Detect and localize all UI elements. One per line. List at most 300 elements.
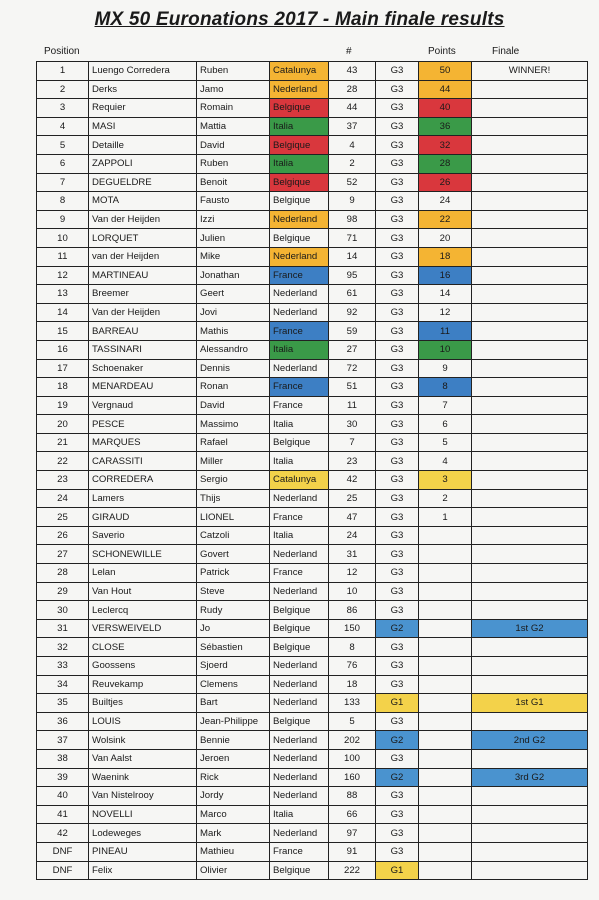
header-points: Points: [428, 46, 456, 57]
last-name-cell: CARASSITI: [89, 452, 197, 471]
points-cell: [419, 861, 472, 880]
last-name-cell: Detaille: [89, 136, 197, 155]
first-name-cell: Mathis: [197, 322, 270, 341]
position-cell: 37: [37, 731, 89, 750]
position-cell: 11: [37, 247, 89, 266]
race-number-cell: 61: [329, 285, 376, 304]
points-cell: 10: [419, 340, 472, 359]
country-cell: Nederland: [270, 80, 329, 99]
country-cell: France: [270, 842, 329, 861]
first-name-cell: Mike: [197, 247, 270, 266]
country-cell: Nederland: [270, 675, 329, 694]
points-cell: 2: [419, 489, 472, 508]
group-cell: G3: [376, 303, 419, 322]
points-cell: 8: [419, 378, 472, 397]
country-cell: Italia: [270, 526, 329, 545]
first-name-cell: Fausto: [197, 192, 270, 211]
last-name-cell: Derks: [89, 80, 197, 99]
country-cell: Catalunya: [270, 62, 329, 81]
finale-cell: [472, 489, 588, 508]
first-name-cell: Ruben: [197, 62, 270, 81]
race-number-cell: 28: [329, 80, 376, 99]
group-cell: G3: [376, 210, 419, 229]
last-name-cell: MOTA: [89, 192, 197, 211]
last-name-cell: PINEAU: [89, 842, 197, 861]
country-cell: Belgique: [270, 638, 329, 657]
country-cell: Belgique: [270, 173, 329, 192]
table-row: [37, 861, 588, 880]
finale-cell: WINNER!: [472, 62, 588, 81]
points-cell: 36: [419, 117, 472, 136]
first-name-cell: Rudy: [197, 601, 270, 620]
points-cell: [419, 805, 472, 824]
last-name-cell: Leclercq: [89, 601, 197, 620]
table-row: [37, 433, 588, 452]
group-cell: G3: [376, 489, 419, 508]
table-row: [37, 787, 588, 806]
first-name-cell: Bart: [197, 694, 270, 713]
race-number-cell: 25: [329, 489, 376, 508]
position-cell: DNF: [37, 861, 89, 880]
race-number-cell: 4: [329, 136, 376, 155]
country-cell: France: [270, 322, 329, 341]
last-name-cell: MARQUES: [89, 433, 197, 452]
race-number-cell: 43: [329, 62, 376, 81]
country-cell: Nederland: [270, 545, 329, 564]
group-cell: G3: [376, 192, 419, 211]
position-cell: 12: [37, 266, 89, 285]
last-name-cell: NOVELLI: [89, 805, 197, 824]
finale-cell: [472, 99, 588, 118]
first-name-cell: LIONEL: [197, 508, 270, 527]
finale-cell: [472, 136, 588, 155]
country-cell: Belgique: [270, 433, 329, 452]
finale-cell: [472, 192, 588, 211]
group-cell: G3: [376, 582, 419, 601]
group-cell: G1: [376, 861, 419, 880]
points-cell: 14: [419, 285, 472, 304]
first-name-cell: Marco: [197, 805, 270, 824]
last-name-cell: LORQUET: [89, 229, 197, 248]
points-cell: 26: [419, 173, 472, 192]
group-cell: G3: [376, 601, 419, 620]
table-row: [37, 117, 588, 136]
last-name-cell: Lamers: [89, 489, 197, 508]
race-number-cell: 18: [329, 675, 376, 694]
table-row: [37, 768, 588, 787]
first-name-cell: Mathieu: [197, 842, 270, 861]
table-row: [37, 694, 588, 713]
position-cell: 19: [37, 396, 89, 415]
last-name-cell: BARREAU: [89, 322, 197, 341]
first-name-cell: Jean-Philippe: [197, 712, 270, 731]
position-cell: 18: [37, 378, 89, 397]
position-cell: 41: [37, 805, 89, 824]
table-row: [37, 285, 588, 304]
position-cell: 26: [37, 526, 89, 545]
country-cell: Nederland: [270, 657, 329, 676]
last-name-cell: LOUIS: [89, 712, 197, 731]
first-name-cell: Mattia: [197, 117, 270, 136]
results-table: [36, 61, 588, 880]
race-number-cell: 5: [329, 712, 376, 731]
points-cell: [419, 526, 472, 545]
last-name-cell: Van Aalst: [89, 749, 197, 768]
last-name-cell: Van Hout: [89, 582, 197, 601]
country-cell: Italia: [270, 415, 329, 434]
finale-cell: [472, 266, 588, 285]
country-cell: Nederland: [270, 824, 329, 843]
last-name-cell: Reuvekamp: [89, 675, 197, 694]
table-row: [37, 489, 588, 508]
race-number-cell: 2: [329, 154, 376, 173]
first-name-cell: Rafael: [197, 433, 270, 452]
first-name-cell: Catzoli: [197, 526, 270, 545]
finale-cell: [472, 545, 588, 564]
finale-cell: [472, 210, 588, 229]
table-row: [37, 99, 588, 118]
last-name-cell: MARTINEAU: [89, 266, 197, 285]
first-name-cell: Sébastien: [197, 638, 270, 657]
first-name-cell: Jamo: [197, 80, 270, 99]
position-cell: 24: [37, 489, 89, 508]
race-number-cell: 202: [329, 731, 376, 750]
position-cell: 21: [37, 433, 89, 452]
table-row: [37, 619, 588, 638]
position-cell: 17: [37, 359, 89, 378]
points-cell: [419, 824, 472, 843]
group-cell: G3: [376, 564, 419, 583]
race-number-cell: 10: [329, 582, 376, 601]
table-row: [37, 210, 588, 229]
first-name-cell: Ruben: [197, 154, 270, 173]
position-cell: 34: [37, 675, 89, 694]
last-name-cell: ZAPPOLI: [89, 154, 197, 173]
race-number-cell: 72: [329, 359, 376, 378]
table-row: [37, 601, 588, 620]
race-number-cell: 23: [329, 452, 376, 471]
group-cell: G3: [376, 229, 419, 248]
first-name-cell: Izzi: [197, 210, 270, 229]
country-cell: Nederland: [270, 247, 329, 266]
finale-cell: [472, 749, 588, 768]
table-row: [37, 508, 588, 527]
group-cell: G3: [376, 285, 419, 304]
points-cell: 50: [419, 62, 472, 81]
group-cell: G3: [376, 657, 419, 676]
race-number-cell: 71: [329, 229, 376, 248]
race-number-cell: 8: [329, 638, 376, 657]
finale-cell: [472, 433, 588, 452]
finale-cell: [472, 638, 588, 657]
country-cell: Nederland: [270, 285, 329, 304]
last-name-cell: Vergnaud: [89, 396, 197, 415]
group-cell: G3: [376, 415, 419, 434]
race-number-cell: 86: [329, 601, 376, 620]
group-cell: G3: [376, 378, 419, 397]
group-cell: G1: [376, 694, 419, 713]
finale-cell: [472, 359, 588, 378]
race-number-cell: 7: [329, 433, 376, 452]
table-row: [37, 322, 588, 341]
first-name-cell: Geert: [197, 285, 270, 304]
points-cell: [419, 545, 472, 564]
table-row: [37, 526, 588, 545]
race-number-cell: 59: [329, 322, 376, 341]
race-number-cell: 11: [329, 396, 376, 415]
group-cell: G3: [376, 396, 419, 415]
last-name-cell: MASI: [89, 117, 197, 136]
first-name-cell: Sergio: [197, 471, 270, 490]
first-name-cell: Clemens: [197, 675, 270, 694]
position-cell: 39: [37, 768, 89, 787]
points-cell: 40: [419, 99, 472, 118]
race-number-cell: 91: [329, 842, 376, 861]
table-row: [37, 582, 588, 601]
group-cell: G3: [376, 749, 419, 768]
points-cell: 7: [419, 396, 472, 415]
race-number-cell: 30: [329, 415, 376, 434]
first-name-cell: Julien: [197, 229, 270, 248]
race-number-cell: 9: [329, 192, 376, 211]
race-number-cell: 222: [329, 861, 376, 880]
race-number-cell: 98: [329, 210, 376, 229]
table-row: [37, 396, 588, 415]
points-cell: [419, 712, 472, 731]
last-name-cell: Van der Heijden: [89, 303, 197, 322]
position-cell: 40: [37, 787, 89, 806]
position-cell: 4: [37, 117, 89, 136]
first-name-cell: Jovi: [197, 303, 270, 322]
country-cell: Belgique: [270, 712, 329, 731]
group-cell: G3: [376, 247, 419, 266]
last-name-cell: CORREDERA: [89, 471, 197, 490]
race-number-cell: 24: [329, 526, 376, 545]
points-cell: 11: [419, 322, 472, 341]
country-cell: Nederland: [270, 787, 329, 806]
race-number-cell: 92: [329, 303, 376, 322]
finale-cell: [472, 824, 588, 843]
finale-cell: [472, 582, 588, 601]
points-cell: 18: [419, 247, 472, 266]
points-cell: 5: [419, 433, 472, 452]
table-row: [37, 154, 588, 173]
last-name-cell: Lelan: [89, 564, 197, 583]
position-cell: 8: [37, 192, 89, 211]
header-number: #: [346, 46, 352, 57]
first-name-cell: Rick: [197, 768, 270, 787]
race-number-cell: 27: [329, 340, 376, 359]
last-name-cell: Saverio: [89, 526, 197, 545]
position-cell: DNF: [37, 842, 89, 861]
group-cell: G3: [376, 340, 419, 359]
points-cell: 9: [419, 359, 472, 378]
first-name-cell: Jo: [197, 619, 270, 638]
finale-cell: [472, 787, 588, 806]
group-cell: G3: [376, 80, 419, 99]
last-name-cell: PESCE: [89, 415, 197, 434]
first-name-cell: Dennis: [197, 359, 270, 378]
points-cell: 22: [419, 210, 472, 229]
finale-cell: [472, 471, 588, 490]
table-row: [37, 303, 588, 322]
first-name-cell: Jonathan: [197, 266, 270, 285]
finale-cell: [472, 378, 588, 397]
country-cell: Nederland: [270, 303, 329, 322]
country-cell: Nederland: [270, 749, 329, 768]
points-cell: [419, 694, 472, 713]
position-cell: 42: [37, 824, 89, 843]
points-cell: 44: [419, 80, 472, 99]
points-cell: [419, 582, 472, 601]
race-number-cell: 12: [329, 564, 376, 583]
points-cell: [419, 638, 472, 657]
points-cell: [419, 657, 472, 676]
position-cell: 15: [37, 322, 89, 341]
table-row: [37, 136, 588, 155]
first-name-cell: Mark: [197, 824, 270, 843]
last-name-cell: Requier: [89, 99, 197, 118]
position-cell: 38: [37, 749, 89, 768]
last-name-cell: Waenink: [89, 768, 197, 787]
finale-cell: [472, 80, 588, 99]
group-cell: G3: [376, 638, 419, 657]
position-cell: 22: [37, 452, 89, 471]
country-cell: Catalunya: [270, 471, 329, 490]
country-cell: Nederland: [270, 694, 329, 713]
race-number-cell: 133: [329, 694, 376, 713]
country-cell: Belgique: [270, 601, 329, 620]
group-cell: G3: [376, 117, 419, 136]
first-name-cell: David: [197, 396, 270, 415]
finale-cell: [472, 396, 588, 415]
race-number-cell: 14: [329, 247, 376, 266]
table-row: [37, 378, 588, 397]
table-row: [37, 229, 588, 248]
position-cell: 2: [37, 80, 89, 99]
table-row: [37, 452, 588, 471]
last-name-cell: GIRAUD: [89, 508, 197, 527]
points-cell: [419, 768, 472, 787]
last-name-cell: DEGUELDRE: [89, 173, 197, 192]
table-row: [37, 749, 588, 768]
table-row: [37, 359, 588, 378]
last-name-cell: TASSINARI: [89, 340, 197, 359]
finale-cell: [472, 675, 588, 694]
finale-cell: [472, 452, 588, 471]
country-cell: France: [270, 508, 329, 527]
group-cell: G2: [376, 768, 419, 787]
race-number-cell: 31: [329, 545, 376, 564]
first-name-cell: Steve: [197, 582, 270, 601]
points-cell: [419, 842, 472, 861]
page-title: MX 50 Euronations 2017 - Main finale results: [94, 9, 505, 30]
last-name-cell: Van der Heijden: [89, 210, 197, 229]
finale-cell: [472, 861, 588, 880]
race-number-cell: 52: [329, 173, 376, 192]
position-cell: 28: [37, 564, 89, 583]
group-cell: G3: [376, 359, 419, 378]
position-cell: 1: [37, 62, 89, 81]
last-name-cell: MENARDEAU: [89, 378, 197, 397]
finale-cell: [472, 657, 588, 676]
country-cell: Italia: [270, 154, 329, 173]
points-cell: [419, 731, 472, 750]
first-name-cell: Massimo: [197, 415, 270, 434]
position-cell: 29: [37, 582, 89, 601]
last-name-cell: Luengo Corredera: [89, 62, 197, 81]
country-cell: Belgique: [270, 136, 329, 155]
points-cell: [419, 601, 472, 620]
first-name-cell: Bennie: [197, 731, 270, 750]
last-name-cell: Felix: [89, 861, 197, 880]
finale-cell: [472, 303, 588, 322]
country-cell: France: [270, 396, 329, 415]
finale-cell: [472, 117, 588, 136]
table-row: [37, 638, 588, 657]
points-cell: 24: [419, 192, 472, 211]
group-cell: G3: [376, 62, 419, 81]
first-name-cell: Romain: [197, 99, 270, 118]
group-cell: G3: [376, 136, 419, 155]
finale-cell: [472, 564, 588, 583]
race-number-cell: 42: [329, 471, 376, 490]
race-number-cell: 160: [329, 768, 376, 787]
table-row: [37, 545, 588, 564]
position-cell: 3: [37, 99, 89, 118]
points-cell: 6: [419, 415, 472, 434]
group-cell: G3: [376, 99, 419, 118]
points-cell: 12: [419, 303, 472, 322]
points-cell: [419, 619, 472, 638]
last-name-cell: Lodeweges: [89, 824, 197, 843]
table-row: [37, 805, 588, 824]
header-finale: Finale: [492, 46, 520, 57]
group-cell: G3: [376, 787, 419, 806]
last-name-cell: Goossens: [89, 657, 197, 676]
last-name-cell: SCHONEWILLE: [89, 545, 197, 564]
last-name-cell: Breemer: [89, 285, 197, 304]
position-cell: 9: [37, 210, 89, 229]
country-cell: France: [270, 266, 329, 285]
country-cell: Belgique: [270, 99, 329, 118]
first-name-cell: Sjoerd: [197, 657, 270, 676]
table-row: [37, 80, 588, 99]
country-cell: Belgique: [270, 619, 329, 638]
group-cell: G3: [376, 824, 419, 843]
position-cell: 32: [37, 638, 89, 657]
last-name-cell: Wolsink: [89, 731, 197, 750]
country-cell: Nederland: [270, 768, 329, 787]
first-name-cell: Alessandro: [197, 340, 270, 359]
table-row: [37, 192, 588, 211]
position-cell: 20: [37, 415, 89, 434]
country-cell: Belgique: [270, 192, 329, 211]
table-row: [37, 675, 588, 694]
table-row: [37, 564, 588, 583]
country-cell: France: [270, 378, 329, 397]
first-name-cell: Ronan: [197, 378, 270, 397]
points-cell: [419, 749, 472, 768]
table-row: [37, 657, 588, 676]
race-number-cell: 66: [329, 805, 376, 824]
first-name-cell: Jeroen: [197, 749, 270, 768]
finale-cell: [472, 415, 588, 434]
race-number-cell: 150: [329, 619, 376, 638]
country-cell: Nederland: [270, 210, 329, 229]
finale-cell: [472, 173, 588, 192]
finale-cell: [472, 322, 588, 341]
